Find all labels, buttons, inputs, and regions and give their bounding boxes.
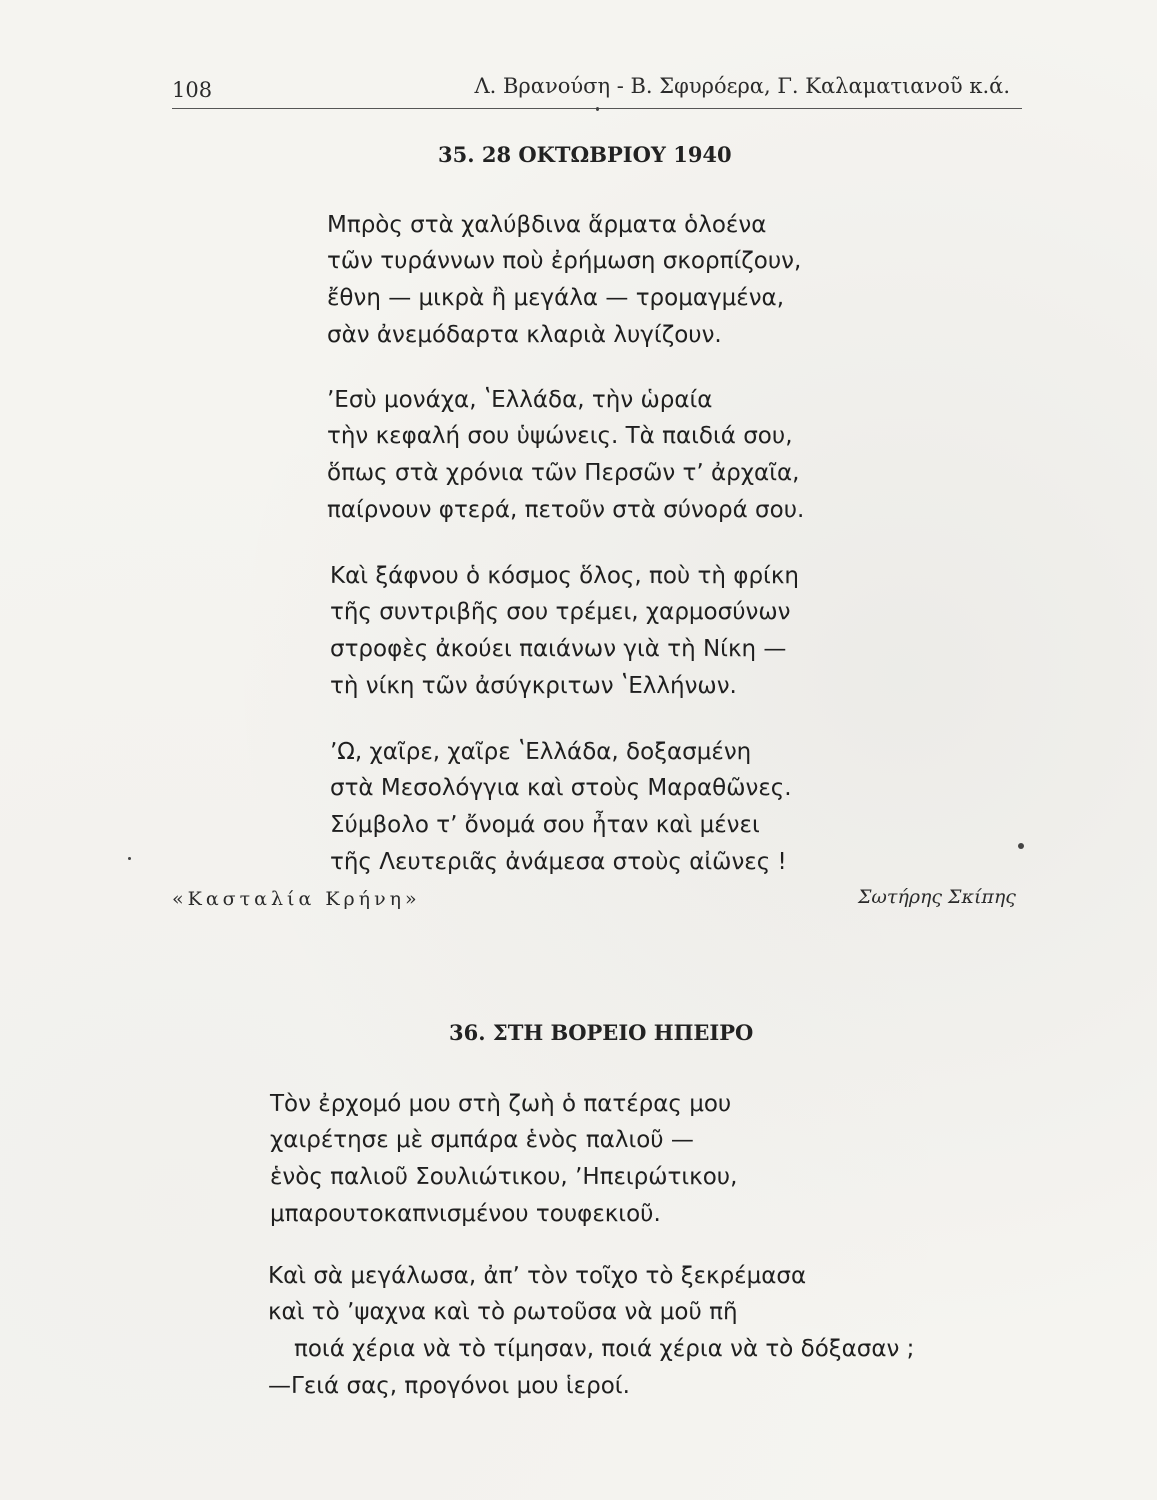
verse-line: παίρνουν φτερά, πετοῦν στὰ σύνορά σου. xyxy=(327,497,805,523)
poem-source: «Κασταλία Κρήνη» xyxy=(172,888,421,910)
verse-line: ʼΕσὺ μονάχα, ʽΕλλάδα, τὴν ὡραία xyxy=(327,387,713,413)
verse-line: Καὶ σὰ μεγάλωσα, ἀπʼ τὸν τοῖχο τὸ ξεκρέμασα xyxy=(268,1263,807,1289)
verse-line: ἑνὸς παλιοῦ Σουλιώτικου, ʼΗπειρώτικου, xyxy=(270,1164,738,1190)
poem-title: 36. ΣΤΗ ΒΟΡΕΙΟ ΗΠΕΙΡΟ xyxy=(449,1020,754,1045)
verse-line: ποιά χέρια νὰ τὸ τίμησαν, ποιά χέρια νὰ τὸ δόξασαν ; xyxy=(294,1336,915,1362)
verse-line: τῶν τυράννων ποὺ ἐρήμωση σκορπίζουν, xyxy=(327,248,802,274)
verse-line: καὶ τὸ ʼψαχνα καὶ τὸ ρωτοῦσα νὰ μοῦ πῆ xyxy=(268,1299,738,1325)
verse-line: Σύμβολο τʼ ὄνομά σου ἦταν καὶ μένει xyxy=(330,812,760,838)
ink-speck xyxy=(596,107,599,111)
poem-title: 35. 28 ΟΚΤΩΒΡΙΟΥ 1940 xyxy=(438,142,732,167)
verse-line: μπαρουτοκαπνισμένου τουφεκιοῦ. xyxy=(270,1201,661,1227)
verse-line: —Γειά σας, προγόνοι μου ἱεροί. xyxy=(268,1373,630,1399)
verse-line: σὰν ἀνεμόδαρτα κλαριὰ λυγίζουν. xyxy=(327,322,722,348)
verse-line: χαιρέτησε μὲ σμπάρα ἑνὸς παλιοῦ — xyxy=(270,1127,694,1153)
verse-line: ὅπως στὰ χρόνια τῶν Περσῶν τʼ ἀρχαῖα, xyxy=(327,460,800,486)
verse-line: ἔθνη — μικρὰ ἢ μεγάλα — τρομαγμένα, xyxy=(327,285,785,311)
running-head: Λ. Βρανούση - Β. Σφυρόερα, Γ. Καλαματιανοῦ κ.ά. xyxy=(474,74,1010,98)
verse-line: τῆς συντριβῆς σου τρέμει, χαρμοσύνων xyxy=(330,599,791,625)
verse-line: τὴ νίκη τῶν ἀσύγκριτων ʽΕλλήνων. xyxy=(330,673,737,699)
verse-line: Τὸν ἐρχομό μου στὴ ζωὴ ὁ πατέρας μου xyxy=(270,1091,732,1117)
verse-line: Καὶ ξάφνου ὁ κόσμος ὅλος, ποὺ τὴ φρίκη xyxy=(330,563,799,589)
verse-line: στὰ Μεσολόγγια καὶ στοὺς Μαραθῶνες. xyxy=(330,775,792,801)
verse-line: Μπρὸς στὰ χαλύβδινα ἅρματα ὁλοένα xyxy=(327,212,767,238)
verse-line: ʼΩ, χαῖρε, χαῖρε ʽΕλλάδα, δοξασμένη xyxy=(330,739,752,765)
page-header xyxy=(172,70,1022,104)
page-number: 108 xyxy=(172,78,213,102)
verse-line: στροφὲς ἀκούει παιάνων γιὰ τὴ Νίκη — xyxy=(330,636,787,662)
ink-speck xyxy=(1018,843,1024,849)
verse-line: τὴν κεφαλή σου ὑψώνεις. Τὰ παιδιά σου, xyxy=(327,423,793,449)
ink-speck xyxy=(128,857,131,860)
verse-line: τῆς Λευτεριᾶς ἀνάμεσα στοὺς αἰῶνες ! xyxy=(330,849,787,875)
poem-author: Σωτήρης Σκίπης xyxy=(858,886,1016,908)
